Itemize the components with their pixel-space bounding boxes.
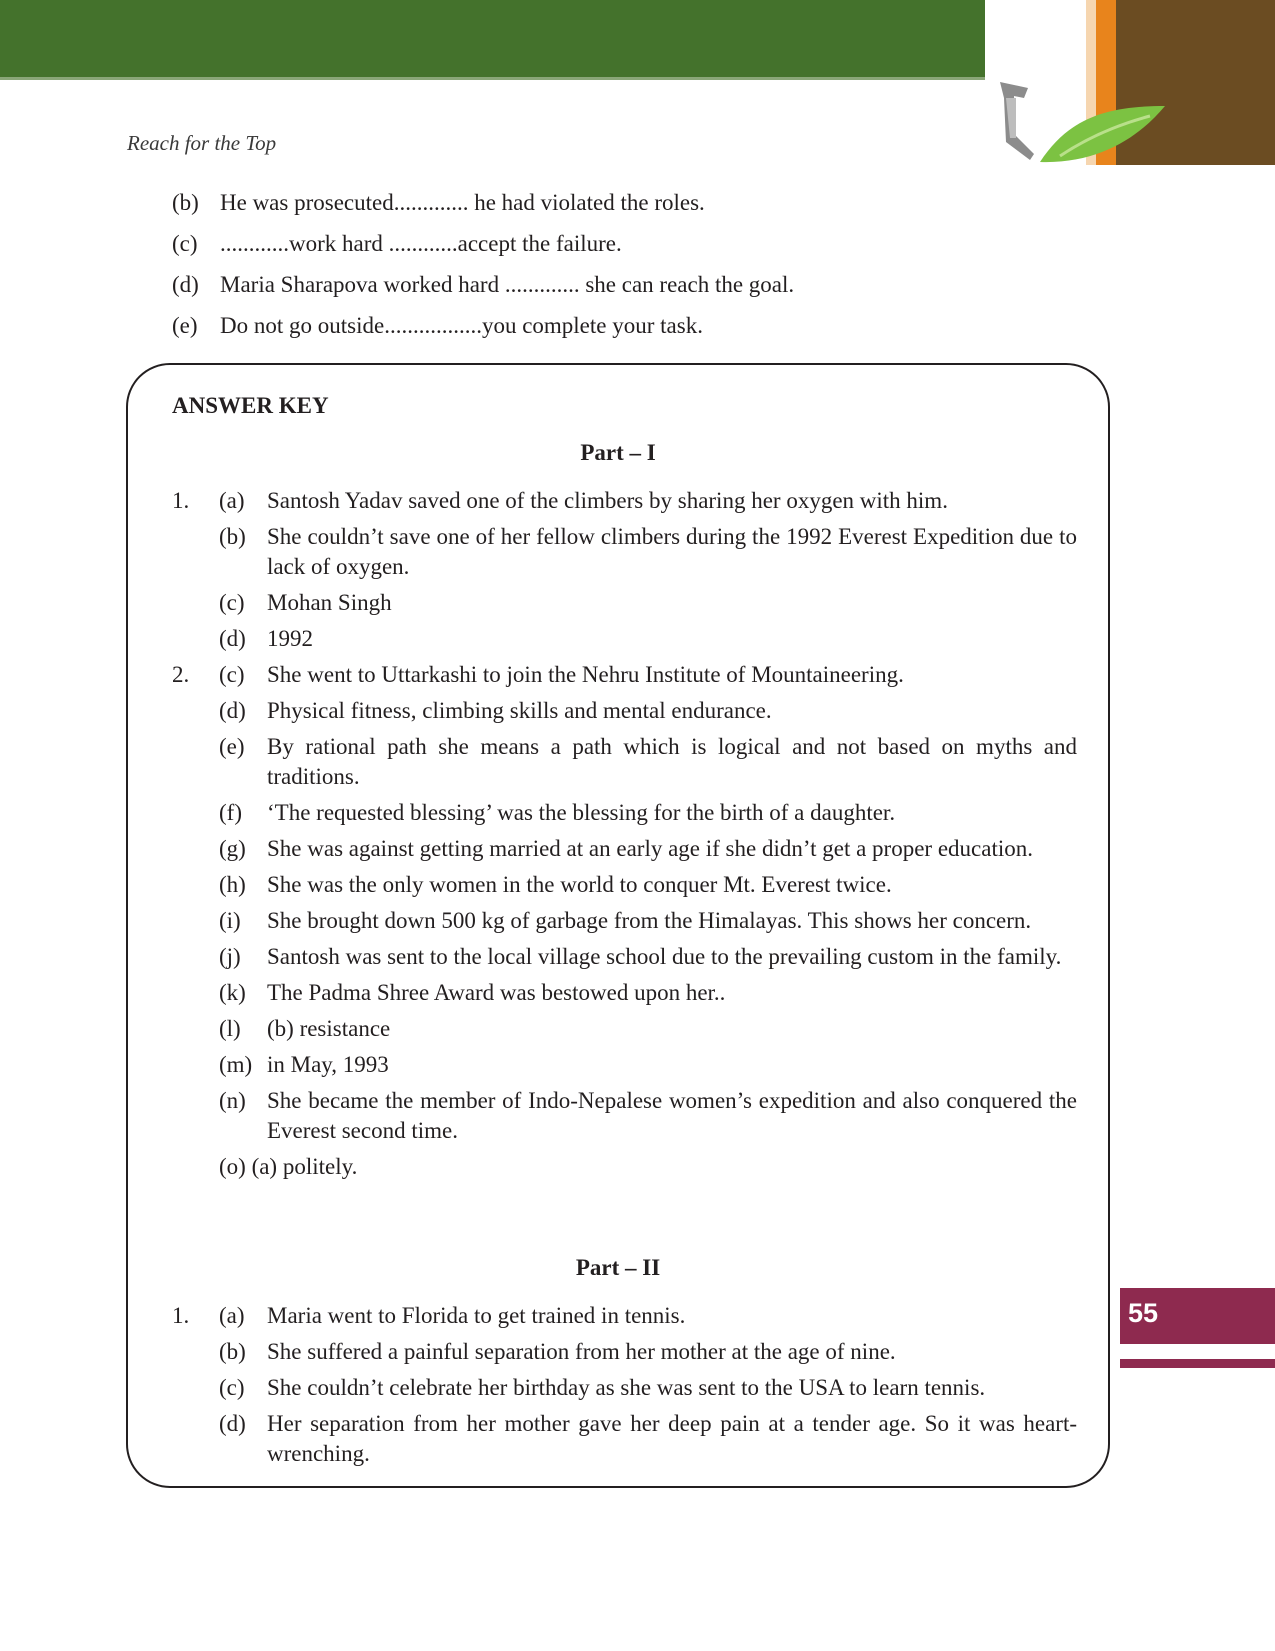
item-label: (d)	[219, 698, 246, 723]
answer-text: Her separation from her mother gave her deep pain at a tender age. So it was heart-wrenching.	[267, 1411, 1077, 1466]
item-label: (g)	[219, 836, 246, 861]
question-number	[172, 588, 219, 618]
answer-item	[172, 624, 1077, 654]
running-header: Reach for the Top	[127, 131, 277, 155]
answer-text: She became the member of Indo-Nepalese women’s expedition and also conquered the Everest second time.	[267, 1088, 1077, 1143]
answer-text: By rational path she means a path which is logical and not based on myths and traditions.	[267, 734, 1077, 789]
part-2-heading: Part – II	[575, 1255, 661, 1280]
item-label: (i)	[219, 908, 241, 933]
answer-text: She went to Uttarkashi to join the Nehru Institute of Mountaineering.	[267, 662, 904, 687]
question-number	[172, 1050, 219, 1080]
question-number	[172, 798, 219, 828]
item-label: (b)	[219, 524, 246, 549]
answer-item	[172, 486, 1077, 516]
exercise-item	[172, 311, 972, 352]
question-number: 1.	[172, 488, 190, 513]
item-label: (d)	[172, 272, 199, 297]
item-text: ............work hard ............accept the failure.	[220, 231, 622, 256]
question-number	[172, 1373, 219, 1403]
answer-text: in May, 1993	[267, 1052, 389, 1077]
item-label: (c)	[219, 662, 245, 687]
answer-key-title: ANSWER KEY	[172, 393, 329, 418]
item-label: (d)	[219, 1411, 246, 1436]
answer-text: (b) resistance	[267, 1016, 391, 1041]
part-2-answer-list	[172, 1301, 1077, 1475]
item-label: (l)	[219, 1016, 241, 1041]
exercise-item	[172, 229, 972, 270]
item-label: (c)	[219, 590, 245, 615]
answer-item	[172, 978, 1077, 1008]
item-label: (j)	[219, 944, 241, 969]
answer-text: The Padma Shree Award was bestowed upon her..	[267, 980, 726, 1005]
answer-item	[172, 1152, 1077, 1182]
question-number	[172, 870, 219, 900]
item-text: Maria Sharapova worked hard ............. she can reach the goal.	[220, 272, 795, 297]
answer-item	[172, 660, 1077, 690]
answer-text: She couldn’t save one of her fellow climbers during the 1992 Everest Expedition due to lack of oxygen.	[267, 524, 1077, 579]
item-label: (m)	[219, 1052, 253, 1077]
question-number	[172, 906, 219, 936]
answer-item	[172, 1050, 1077, 1080]
header-green-bar	[0, 0, 985, 77]
item-label: (d)	[219, 626, 246, 651]
question-number	[172, 1014, 219, 1044]
item-text: Do not go outside.................you complete your task.	[220, 313, 703, 338]
question-number	[172, 1152, 219, 1182]
question-number	[172, 834, 219, 864]
item-label: (c)	[219, 1375, 245, 1400]
answer-text: Mohan Singh	[267, 590, 392, 615]
item-label: (b)	[219, 1339, 246, 1364]
answer-text: She brought down 500 kg of garbage from the Himalayas. This shows her concern.	[267, 908, 1032, 933]
question-number	[172, 522, 219, 582]
answer-item	[172, 1409, 1077, 1469]
item-label: (e)	[219, 734, 245, 759]
answer-text: Santosh was sent to the local village school due to the prevailing custom in the family.	[267, 944, 1062, 969]
answer-item	[172, 906, 1077, 936]
answer-text: (o) (a) politely.	[219, 1154, 358, 1179]
item-label: (a)	[219, 1303, 245, 1328]
question-number	[172, 978, 219, 1008]
question-number	[172, 624, 219, 654]
question-number: 2.	[172, 662, 190, 687]
answer-item	[172, 870, 1077, 900]
header-green-bar-edge	[0, 77, 985, 80]
item-label: (a)	[219, 488, 245, 513]
answer-item	[172, 732, 1077, 792]
item-label: (b)	[172, 190, 199, 215]
answer-item	[172, 1301, 1077, 1331]
item-label: (n)	[219, 1088, 246, 1113]
answer-item	[172, 696, 1077, 726]
answer-item	[172, 1337, 1077, 1367]
page-number: 55	[1128, 1298, 1159, 1328]
answer-text: Santosh Yadav saved one of the climbers by sharing her oxygen with him.	[267, 488, 948, 513]
answer-item	[172, 942, 1077, 972]
answer-text: 1992	[267, 626, 313, 651]
item-label: (f)	[219, 800, 242, 825]
item-label: (c)	[172, 231, 198, 256]
answer-item	[172, 1086, 1077, 1146]
part-1-heading: Part – I	[580, 440, 656, 465]
question-number	[172, 1337, 219, 1367]
page-number-rule	[1120, 1359, 1275, 1368]
question-number	[172, 1086, 219, 1146]
answer-text: She was the only women in the world to conquer Mt. Everest twice.	[267, 872, 892, 897]
item-text: He was prosecuted............. he had violated the roles.	[220, 190, 705, 215]
answer-text: Physical fitness, climbing skills and mental endurance.	[267, 698, 772, 723]
answer-text: ‘The requested blessing’ was the blessing for the birth of a daughter.	[267, 800, 896, 825]
answer-text: Maria went to Florida to get trained in tennis.	[267, 1303, 686, 1328]
answer-text: She couldn’t celebrate her birthday as she was sent to the USA to learn tennis.	[267, 1375, 986, 1400]
answer-text: She was against getting married at an early age if she didn’t get a proper education.	[267, 836, 1033, 861]
item-label: (k)	[219, 980, 246, 1005]
question-number	[172, 942, 219, 972]
exercise-list	[172, 188, 972, 352]
part-1-answer-list	[172, 486, 1077, 1188]
answer-text: She suffered a painful separation from her mother at the age of nine.	[267, 1339, 896, 1364]
exercise-item	[172, 270, 972, 311]
item-label: (h)	[219, 872, 246, 897]
answer-item	[172, 834, 1077, 864]
question-number	[172, 696, 219, 726]
exercise-item	[172, 188, 972, 229]
climber-logo-icon	[990, 76, 1170, 176]
answer-item	[172, 798, 1077, 828]
item-label: (e)	[172, 313, 198, 338]
answer-item	[172, 522, 1077, 582]
question-number: 1.	[172, 1303, 190, 1328]
answer-item	[172, 1014, 1077, 1044]
answer-item	[172, 1373, 1077, 1403]
answer-item	[172, 588, 1077, 618]
question-number	[172, 732, 219, 792]
question-number	[172, 1409, 219, 1469]
